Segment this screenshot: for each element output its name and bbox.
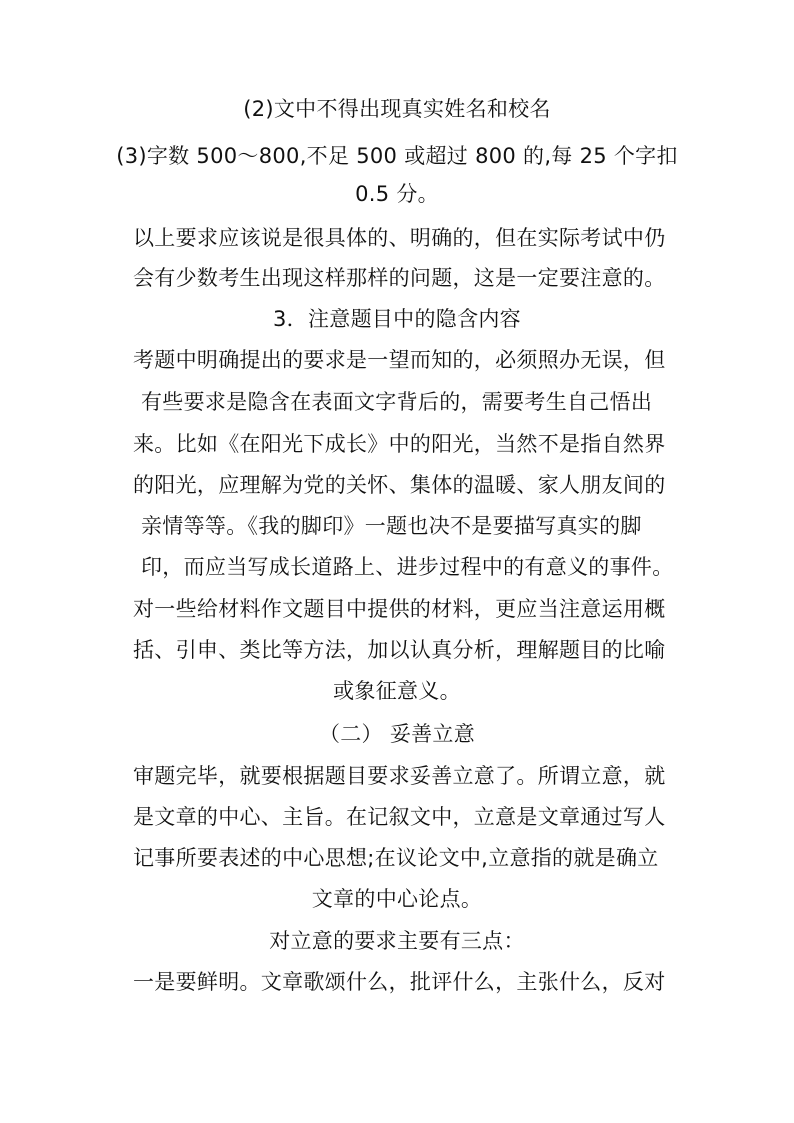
paragraph-line: 一是要鲜明。文章歌颂什么，批评什么，主张什么，反对 [133, 970, 666, 994]
paragraph-line: 来。比如《在阳光下成长》中的阳光，当然不是指自然界 [133, 432, 666, 456]
requirement-3-continued-line: 0.5 分。 [355, 182, 439, 206]
paragraph-line: 以上要求应该说是很具体的、明确的，但在实际考试中仍 [133, 226, 666, 250]
requirement-3-line: (3)字数 500～800,不足 500 或超过 800 的,每 25 个字扣 [116, 144, 678, 168]
requirement-2-line: (2)文中不得出现真实姓名和校名 [243, 97, 551, 121]
paragraph-line: 有些要求是隐含在表面文字背后的，需要考生自己悟出 [141, 390, 653, 414]
paragraph-line: 括、引申、类比等方法，加以认真分析，理解题目的比喻 [133, 638, 666, 662]
paragraph-line: 对一些给材料作文题目中提供的材料，更应当注意运用概 [133, 597, 666, 621]
paragraph-line: 印，而应当写成长道路上、进步过程中的有意义的事件。 [141, 555, 674, 579]
paragraph-line: 或象征意义。 [333, 679, 461, 703]
paragraph-line: 亲情等等。《我的脚印》一题也决不是要描写真实的脚 [141, 514, 642, 538]
paragraph-line: 对立意的要求主要有三点： [269, 929, 525, 953]
paragraph-line: 是文章的中心、主旨。在记叙文中，立意是文章通过写人 [133, 805, 666, 829]
section-heading-hidden-content: 3．注意题目中的隐含内容 [273, 307, 521, 331]
paragraph-line: 记事所要表述的中心思想;在议论文中,立意指的就是确立 [133, 846, 659, 870]
paragraph-line: 文章的中心论点。 [311, 887, 483, 911]
paragraph-line: 的阳光，应理解为党的关怀、集体的温暖、家人朋友间的 [133, 473, 666, 497]
paragraph-line: 考题中明确提出的要求是一望而知的，必须照办无误，但 [133, 348, 666, 372]
section-heading-proper-intent: （二） 妥善立意 [318, 722, 476, 746]
paragraph-line: 审题完毕，就要根据题目要求妥善立意了。所谓立意，就 [133, 764, 666, 788]
paragraph-line: 会有少数考生出现这样那样的问题，这是一定要注意的。 [133, 266, 666, 290]
